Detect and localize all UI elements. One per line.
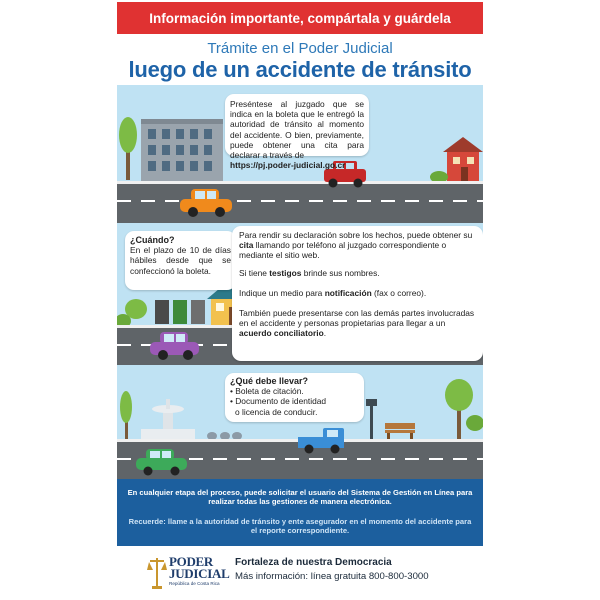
card-what-to-bring: [225, 373, 364, 422]
bring-item-3: o licencia de conducir.: [235, 406, 318, 417]
page-title: luego de un accidente de tránsito: [128, 57, 472, 82]
when-heading: ¿Cuándo?: [130, 235, 175, 245]
keyword-cita: cita: [239, 240, 254, 251]
declaration-paragraph: Para rendir su declaración sobre los hechos, puede obtener su cita llamando por teléfono al juzgado correspondiente o mediante el sitio web.: [239, 230, 473, 261]
notice-online-management: En cualquier etapa del proceso, puede solicitar el usuario del Sistema de Gestión en Línea para realizar todas las gestiones de manera electrónica.: [127, 488, 473, 507]
bring-item-1: • Boleta de citación.: [230, 386, 304, 397]
agreement-paragraph: También puede presentarse con las demás partes involucradas en el accidente y personas propietarias para llegar a un acuerdo conciliatorio.: [239, 308, 475, 339]
instructions-text: Preséntese al juzgado que se indica en la boleta que le entregó la autoridad de tránsito al momento del accidente. O bien, previamente, puede obtener una cita para declarar a través de: [230, 99, 364, 161]
notice-panel: [117, 479, 483, 546]
scene-neighborhood: [117, 223, 483, 365]
keyword-testigos: testigos: [269, 267, 302, 278]
infographic-poster: [117, 2, 483, 598]
keyword-acuerdo: acuerdo conciliatorio: [239, 328, 324, 339]
keyword-notificacion: notificación: [324, 287, 372, 298]
scene-courthouse: [117, 85, 483, 223]
scales-of-justice-icon: [147, 552, 167, 592]
logo-line-judicial: JUDICIAL: [169, 566, 230, 581]
poder-judicial-logo: [147, 552, 230, 592]
footer: [117, 546, 483, 598]
notification-paragraph: Indique un medio para notificación (fax o correo).: [239, 287, 427, 298]
logo-line-poder: PODER: [169, 554, 214, 569]
when-text: En el plazo de 10 de días hábiles desde que se confeccionó la boleta.: [130, 245, 231, 276]
card-when: [125, 231, 236, 290]
notice-reminder: Recuerde: llame a la autoridad de tránsito y ente asegurador en el momento del accidente para el reporte correspondiente.: [128, 517, 472, 536]
card-declaration: [232, 226, 483, 361]
footer-hotline: Más información: línea gratuita 800-800-3000: [235, 571, 429, 582]
footer-slogan: Fortaleza de nuestra Democracia: [235, 557, 392, 568]
bring-heading: ¿Qué debe llevar?: [230, 376, 309, 386]
bring-item-2: • Documento de identidad: [230, 396, 327, 407]
top-banner: [117, 2, 483, 34]
banner-text: Información importante, compártala y guárdela: [149, 10, 451, 26]
scene-park: [117, 365, 483, 479]
subtitle: Trámite en el Poder Judicial: [207, 40, 393, 57]
card-instructions: [225, 94, 369, 171]
witnesses-paragraph: Si tiene testigos brinde sus nombres.: [239, 267, 380, 278]
portal-link[interactable]: https://pj.poder-judicial.go.cr: [230, 160, 346, 171]
logo-subtitle: República de Costa Rica: [169, 581, 220, 586]
